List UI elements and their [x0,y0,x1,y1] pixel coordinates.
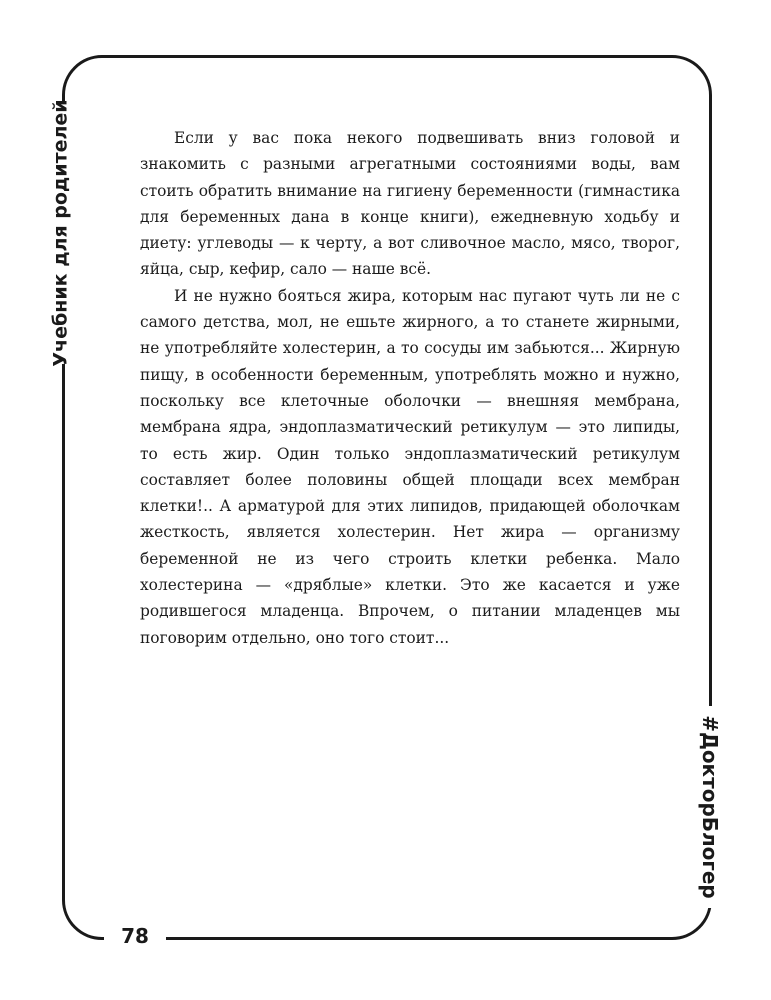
page-number: 78 [121,924,149,948]
paragraph-1: Если у вас пока некого подвешивать вниз головой и знакомить с разными агрегатными состояниями воды, вам стоить обратить внимание на гигиену беременности (гимнастика для беременных дана в конце книги), ежедневную ходьбу и диету: углеводы — к черту, а вот сливочное масло, мясо, творог, яйца, сыр, кефир, сало — наше всё. [140,129,680,279]
running-header-right [694,712,726,902]
paragraph-2: И не нужно бояться жира, которым нас пугают чуть ли не с самого детства, мол, не ешьте жирного, а то станете жирными, не употребляйте холестерин, а то сосуды им забьются... Жирную пищу, в особенности беременным, употреблять можно и нужно, поскольку все клеточные оболочки — внешняя мембрана, мембрана ядра, эндоплазматический ретикулум — это липиды, то есть жир. Один только эндоплазматический ретикулум составляет более половины общей площади всех мембран клетки!.. А арматурой для этих липидов, придающей оболочкам жесткость, является холестерин. Нет жира — организму беременной не из чего строить клетки ребенка. Мало холестерина — «дряблые» клетки. Это же касается и уже родившегося младенца. Впрочем, о питании младенцев мы поговорим отдельно, оно того стоит... [140,286,680,647]
body-text [140,125,680,651]
running-header-left [46,99,76,367]
hashtag-label: #ДокторБлогер [698,715,722,899]
book-title: Учебник для родителей [50,99,73,367]
